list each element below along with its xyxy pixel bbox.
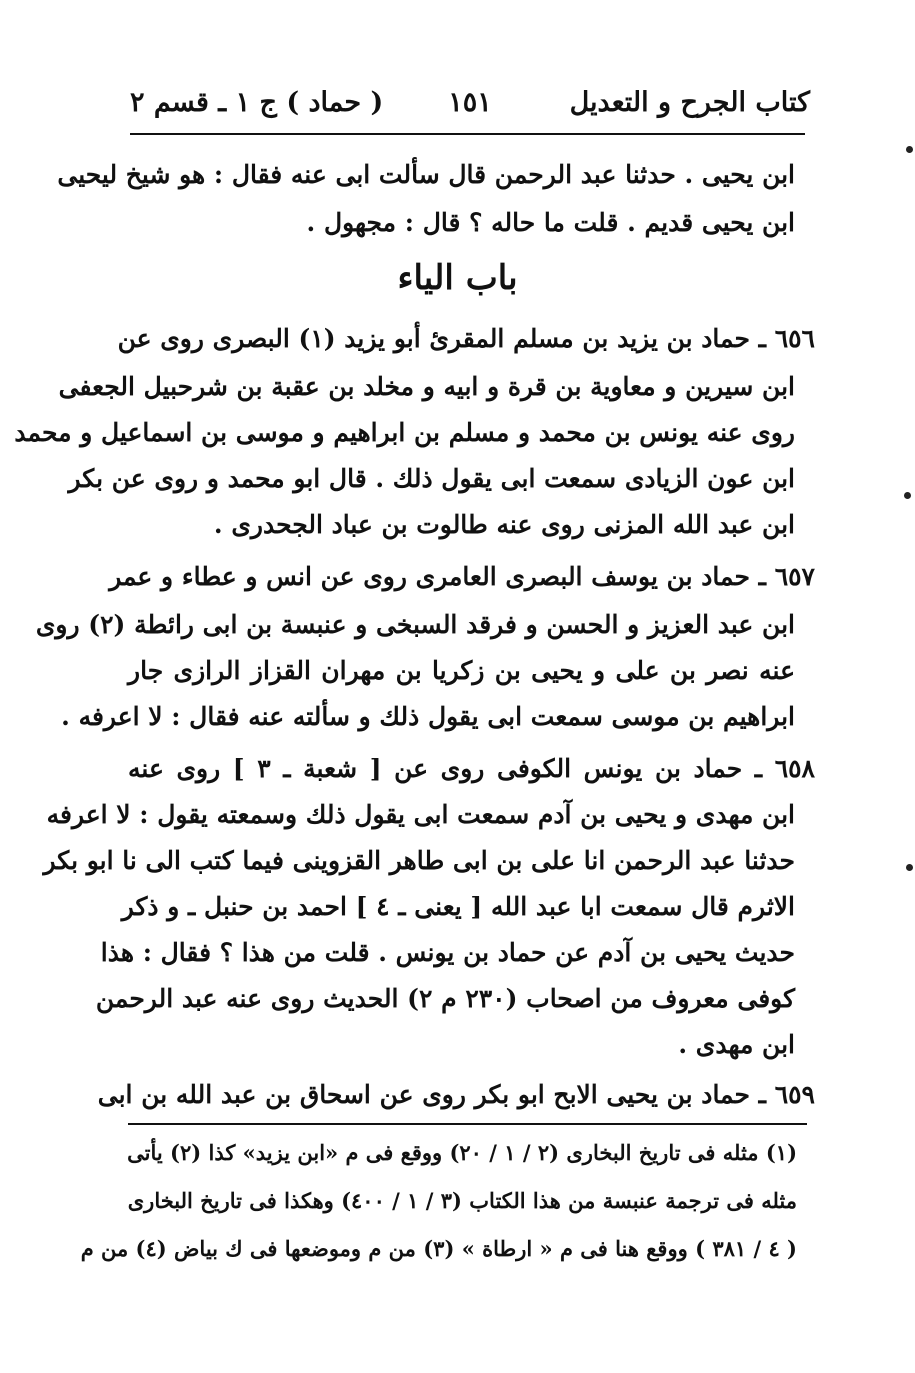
- entry-657-line: عنه نصر بن على و يحيى بن زكريا بن مهران القزاز الرازى جار: [128, 656, 795, 685]
- entry-656-line: ٦٥٦ ـ حماد بن يزيد بن مسلم المقرئ أبو يزيد (١) البصرى روى عن: [117, 324, 815, 353]
- intro-line: ابن يحيى . حدثنا عبد الرحمن قال سألت ابى عنه فقال : هو شيخ ليحيى: [57, 160, 795, 189]
- entry-658-line: حديث يحيى بن آدم عن حماد بن يونس . قلت من هذا ؟ فقال : هذا: [100, 938, 795, 967]
- footnote-line: ( ٤ / ٣٨١ ) ووقع هنا فى م « ارطاة » (٣) من م وموضعها فى ك بياض (٤) من م: [80, 1236, 797, 1261]
- footnote-line: (١) مثله فى تاريخ البخارى (٢ / ١ / ٢٠) ووقع فى م «ابن يزيد» كذا (٢) يأتى: [127, 1140, 797, 1165]
- entry-658-line: حدثنا عبد الرحمن انا على بن ابى طاهر القزوينى فيما كتب الى نا ابو بكر: [43, 846, 795, 875]
- entry-656-line: ابن عبد الله المزنى روى عنه طالوت بن عباد الجحدرى .: [213, 510, 795, 539]
- entry-657-line: ٦٥٧ ـ حماد بن يوسف البصرى العامرى روى عن انس و عطاء و عمر: [109, 562, 815, 591]
- entry-657-line: ابراهيم بن موسى سمعت ابى يقول ذلك و سألته عنه فقال : لا اعرفه .: [61, 702, 795, 731]
- entry-659-line: ٦٥٩ ـ حماد بن يحيى الابح ابو بكر روى عن اسحاق بن عبد الله بن ابى: [97, 1080, 815, 1109]
- footnote-line: مثله فى ترجمة عنبسة من هذا الكتاب (٣ / ١ / ٤٠٠) وهكذا فى تاريخ البخارى: [127, 1188, 797, 1213]
- book-title: كتاب الجرح و التعديل: [569, 86, 810, 118]
- footnote-rule: [128, 1123, 807, 1125]
- margin-speck: [904, 492, 911, 499]
- entry-658-line: كوفى معروف من اصحاب (٢٣٠ م ٢) الحديث روى عنه عبد الرحمن: [95, 984, 795, 1013]
- intro-line: ابن يحيى قديم . قلت ما حاله ؟ قال : مجهول .: [306, 208, 795, 237]
- header-rule: [130, 133, 805, 135]
- page-number: ١٥١: [448, 86, 492, 118]
- entry-656-line: ابن سيرين و معاوية بن قرة و ابيه و مخلد بن عقبة بن شرحبيل الجعفى: [58, 372, 795, 401]
- chapter-title: باب الياء: [397, 258, 518, 298]
- entry-658-line: ابن مهدى .: [678, 1030, 795, 1059]
- entry-656-line: ابن عون الزيادى سمعت ابى يقول ذلك . قال ابو محمد و روى عن بكر: [68, 464, 795, 493]
- volume-info: ( حماد ) ج ١ ـ قسم ٢: [130, 86, 384, 118]
- entry-656-line: روى عنه يونس بن محمد و مسلم بن ابراهيم و موسى بن اسماعيل و محمد: [14, 418, 795, 447]
- margin-speck: [906, 146, 913, 153]
- entry-657-line: ابن عبد العزيز و الحسن و فرقد السبخى و عنبسة بن ابى رائطة (٢) روى: [35, 610, 795, 639]
- entry-658-line: ابن مهدى و يحيى بن آدم سمعت ابى يقول ذلك وسمعته يقول : لا اعرفه: [46, 800, 795, 829]
- margin-speck: [906, 864, 913, 871]
- entry-658-line: ٦٥٨ ـ حماد بن يونس الكوفى روى عن [ شعبة ـ ٣ ] روى عنه: [128, 754, 815, 783]
- entry-658-line: الاثرم قال سمعت ابا عبد الله [ يعنى ـ ٤ ] احمد بن حنبل ـ و ذكر: [121, 892, 795, 921]
- running-header: [130, 78, 810, 126]
